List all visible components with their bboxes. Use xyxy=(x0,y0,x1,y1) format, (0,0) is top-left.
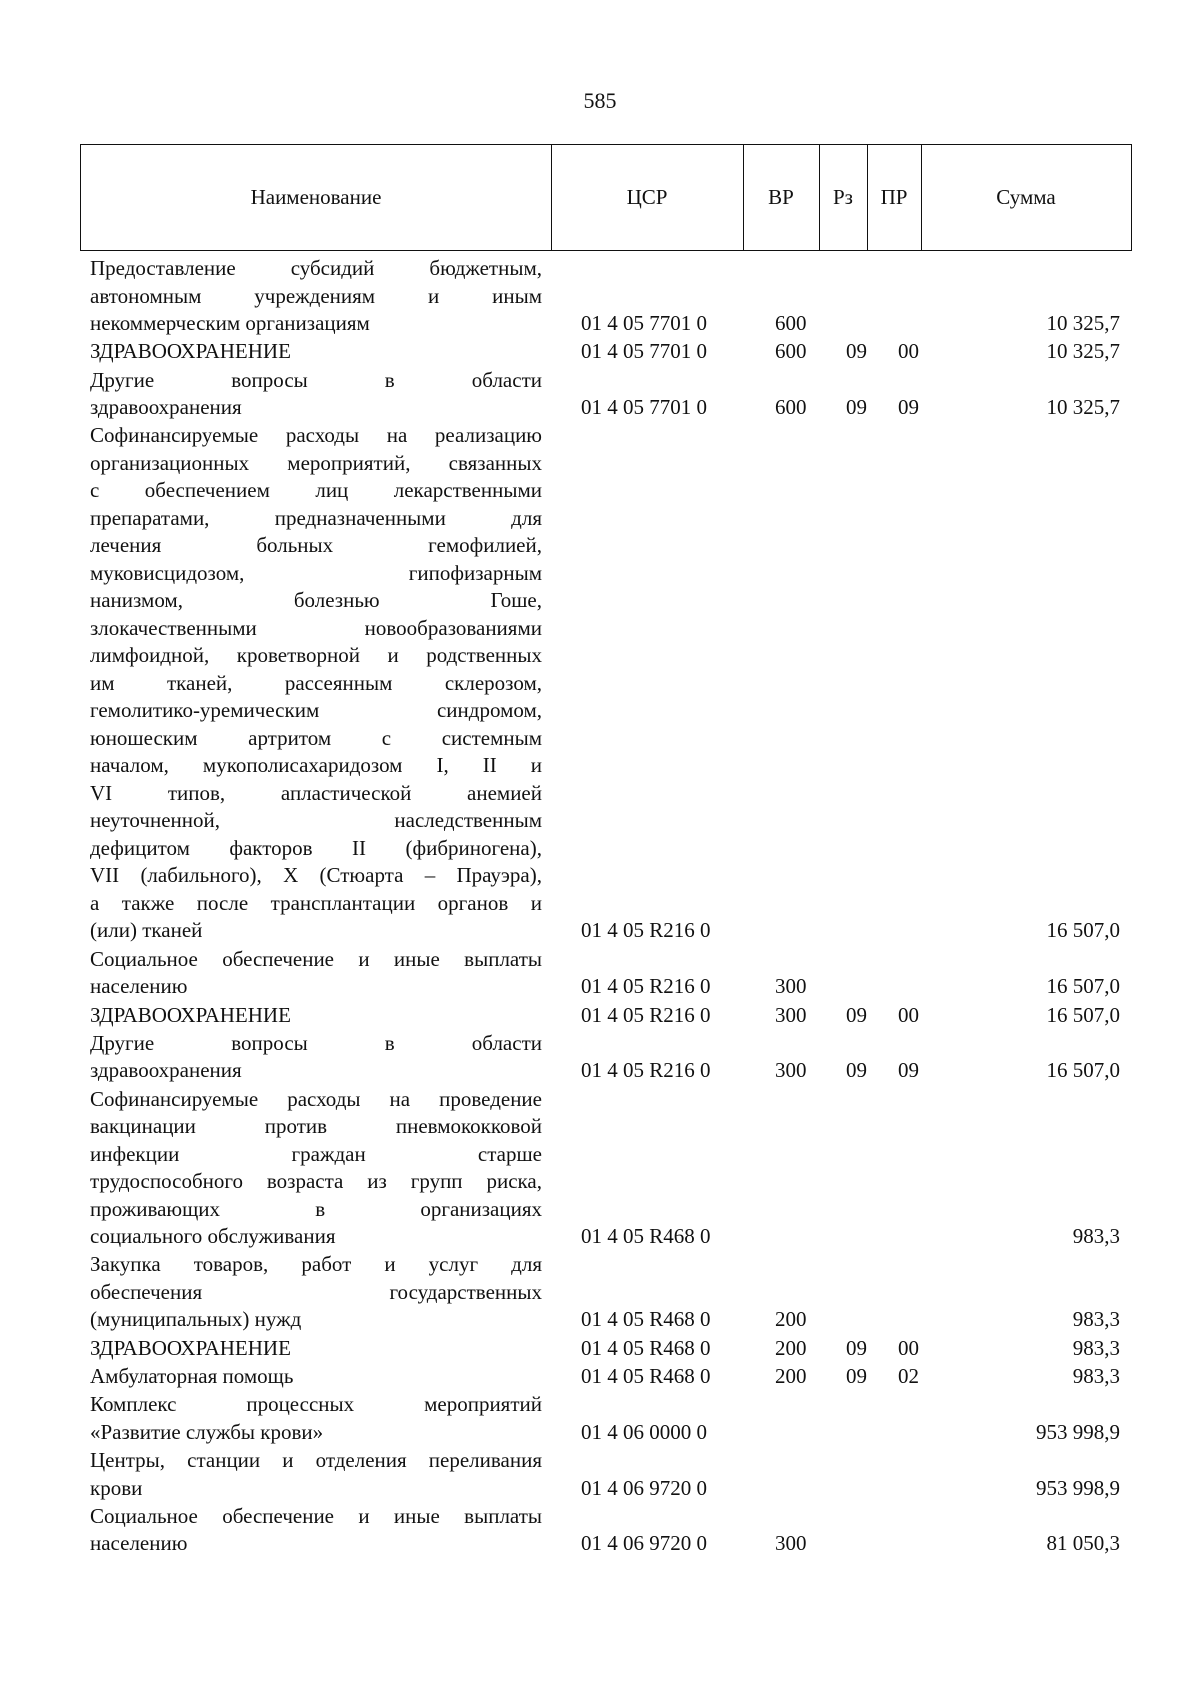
row-rz: 09 xyxy=(846,339,867,364)
row-vr: 200 xyxy=(775,1307,807,1332)
row-name-line: началом, мукополисахаридозом I, II и xyxy=(90,753,542,778)
row-name-line: организационных мероприятий, связанных xyxy=(90,450,542,475)
row-name-line: злокачественными новообразованиями xyxy=(90,615,542,640)
row-csr: 01 4 05 7701 0 xyxy=(581,339,707,364)
row-name-line: населению xyxy=(90,1531,188,1556)
row-csr: 01 4 05 R468 0 xyxy=(581,1364,711,1388)
row-name xyxy=(90,1030,542,1085)
row-name xyxy=(90,1335,542,1363)
row-name xyxy=(90,367,542,422)
row-name-line: вакцинации против пневмококковой xyxy=(90,1114,542,1139)
table-row xyxy=(0,946,1200,1001)
row-name-line: нанизмом, болезнью Гоше, xyxy=(90,588,542,613)
table-row xyxy=(0,1086,1200,1251)
row-csr: 01 4 05 R468 0 xyxy=(581,1307,711,1332)
row-csr: 01 4 05 R468 0 xyxy=(581,1335,711,1360)
row-rz: 09 xyxy=(846,1364,867,1388)
row-name-line: Закупка товаров, работ и услуг для xyxy=(90,1252,542,1277)
row-name-line: лечения больных гемофилией, xyxy=(90,533,542,558)
row-name-line: Другие вопросы в области xyxy=(90,1030,542,1055)
row-sum: 983,3 xyxy=(1072,1335,1120,1360)
row-name-line: ЗДРАВООХРАНЕНИЕ xyxy=(90,339,291,364)
header-pr: ПР xyxy=(880,185,908,209)
table-row xyxy=(0,1363,1200,1391)
row-vr: 300 xyxy=(775,1002,807,1027)
row-name-line: ЗДРАВООХРАНЕНИЕ xyxy=(90,1002,291,1027)
row-name-line: трудоспособного возраста из групп риска, xyxy=(90,1169,542,1194)
page-number: 585 xyxy=(583,88,617,113)
row-name-line: им тканей, рассеянным склерозом, xyxy=(90,670,542,695)
header-sum: Сумма xyxy=(996,185,1056,209)
row-name xyxy=(90,1447,542,1502)
row-name-line: (муниципальных) нужд xyxy=(90,1307,302,1332)
row-rz: 09 xyxy=(846,1058,867,1083)
row-vr: 600 xyxy=(775,395,807,420)
row-name-line: Социальное обеспечение и иные выплаты xyxy=(90,1503,542,1528)
row-name-line: здравоохранения xyxy=(90,1058,242,1083)
row-rz: 09 xyxy=(846,1335,867,1360)
row-name-line: муковисцидозом, гипофизарным xyxy=(90,560,542,585)
row-name-line: (или) тканей xyxy=(90,918,203,943)
row-sum: 10 325,7 xyxy=(1046,311,1120,335)
row-vr: 600 xyxy=(775,311,807,335)
row-name xyxy=(90,1002,542,1030)
row-pr: 00 xyxy=(898,1002,919,1027)
table-row xyxy=(0,367,1200,422)
header-name: Наименование xyxy=(250,185,382,209)
row-csr: 01 4 06 9720 0 xyxy=(581,1475,707,1500)
row-name-line: населению xyxy=(90,974,188,999)
row-csr: 01 4 05 R468 0 xyxy=(581,1224,711,1249)
row-csr: 01 4 05 7701 0 xyxy=(581,311,707,335)
row-vr: 300 xyxy=(775,1058,807,1083)
row-csr: 01 4 05 R216 0 xyxy=(581,918,711,943)
row-sum: 953 998,9 xyxy=(1036,1419,1120,1444)
table-row xyxy=(0,255,1200,338)
row-name-line: дефицитом факторов II (фибриногена), xyxy=(90,835,542,860)
row-vr: 200 xyxy=(775,1335,807,1360)
row-csr: 01 4 06 0000 0 xyxy=(581,1419,707,1444)
row-name xyxy=(90,1391,542,1446)
row-sum: 983,3 xyxy=(1072,1224,1120,1249)
row-name-line: Амбулаторная помощь xyxy=(90,1364,294,1388)
row-name-line: лимфоидной, кроветворной и родственных xyxy=(90,643,542,668)
row-name-line: здравоохранения xyxy=(90,395,242,420)
table-row xyxy=(0,422,1200,945)
header-csr: ЦСР xyxy=(626,185,668,209)
table-row xyxy=(0,1251,1200,1334)
row-name-line: неуточненной, наследственным xyxy=(90,808,542,833)
row-sum: 10 325,7 xyxy=(1046,395,1120,420)
row-rz: 09 xyxy=(846,1002,867,1027)
row-pr: 09 xyxy=(898,395,919,420)
row-name-line: VII (лабильного), X (Стюарта – Прауэра), xyxy=(90,863,542,888)
row-sum: 983,3 xyxy=(1072,1307,1120,1332)
row-sum: 81 050,3 xyxy=(1046,1531,1120,1556)
table-row xyxy=(0,1447,1200,1502)
row-sum: 983,3 xyxy=(1072,1364,1120,1388)
table-row xyxy=(0,1335,1200,1363)
header-rz: Рз xyxy=(833,185,853,209)
row-csr: 01 4 05 R216 0 xyxy=(581,1058,711,1083)
row-name-line: некоммерческим организациям xyxy=(90,311,370,335)
row-name-line: крови xyxy=(90,1475,143,1500)
row-sum: 10 325,7 xyxy=(1046,339,1120,364)
row-name xyxy=(90,1363,542,1391)
row-vr: 200 xyxy=(775,1364,807,1388)
row-vr: 300 xyxy=(775,1531,807,1556)
row-csr: 01 4 05 7701 0 xyxy=(581,395,707,420)
row-name-line: Софинансируемые расходы на проведение xyxy=(90,1086,542,1111)
row-pr: 09 xyxy=(898,1058,919,1083)
row-name-line: инфекции граждан старше xyxy=(90,1141,542,1166)
row-name-line: Софинансируемые расходы на реализацию xyxy=(90,423,542,448)
row-name xyxy=(90,1503,542,1558)
row-sum: 16 507,0 xyxy=(1046,1002,1120,1027)
row-pr: 00 xyxy=(898,1335,919,1360)
row-name-line: а также после трансплантации органов и xyxy=(90,890,542,915)
row-sum: 16 507,0 xyxy=(1046,918,1120,943)
row-name-line: VI типов, апластической анемией xyxy=(90,780,542,805)
row-name-line: с обеспечением лиц лекарственными xyxy=(90,478,542,503)
row-name-line: препаратами, предназначенными для xyxy=(90,505,542,530)
row-name-line: Другие вопросы в области xyxy=(90,367,542,392)
row-csr: 01 4 05 R216 0 xyxy=(581,1002,711,1027)
row-name-line: социального обслуживания xyxy=(90,1224,336,1249)
row-vr: 300 xyxy=(775,974,807,999)
row-name-line: юношеским артритом с системным xyxy=(90,725,542,750)
row-name xyxy=(90,338,542,366)
row-name-line: гемолитико-уремическим синдромом, xyxy=(90,698,542,723)
row-vr: 600 xyxy=(775,339,807,364)
row-sum: 16 507,0 xyxy=(1046,974,1120,999)
row-rz: 09 xyxy=(846,395,867,420)
row-name-line: Социальное обеспечение и иные выплаты xyxy=(90,946,542,971)
row-name-line: обеспечения государственных xyxy=(90,1279,542,1304)
row-sum: 16 507,0 xyxy=(1046,1058,1120,1083)
row-name xyxy=(90,255,542,338)
row-name xyxy=(90,1086,542,1251)
row-name-line: проживающих в организациях xyxy=(90,1196,542,1221)
row-name xyxy=(90,422,542,945)
row-pr: 00 xyxy=(898,339,919,364)
header-vr: ВР xyxy=(768,185,794,209)
row-name-line: ЗДРАВООХРАНЕНИЕ xyxy=(90,1335,291,1360)
row-csr: 01 4 05 R216 0 xyxy=(581,974,711,999)
row-name xyxy=(90,1251,542,1334)
table-row xyxy=(0,1030,1200,1085)
row-name-line: Предоставление субсидий бюджетным, xyxy=(90,256,542,280)
table-row xyxy=(0,338,1200,366)
row-pr: 02 xyxy=(898,1364,919,1388)
row-name-line: Центры, станции и отделения переливания xyxy=(90,1448,542,1473)
row-csr: 01 4 06 9720 0 xyxy=(581,1531,707,1556)
row-name-line: автономным учреждениям и иным xyxy=(90,283,542,308)
row-name-line: Комплекс процессных мероприятий xyxy=(90,1392,542,1417)
table-row xyxy=(0,1002,1200,1030)
row-name xyxy=(90,946,542,1001)
table-row xyxy=(0,1391,1200,1446)
table-row xyxy=(0,1503,1200,1558)
row-sum: 953 998,9 xyxy=(1036,1475,1120,1500)
row-name-line: «Развитие службы крови» xyxy=(90,1419,324,1444)
